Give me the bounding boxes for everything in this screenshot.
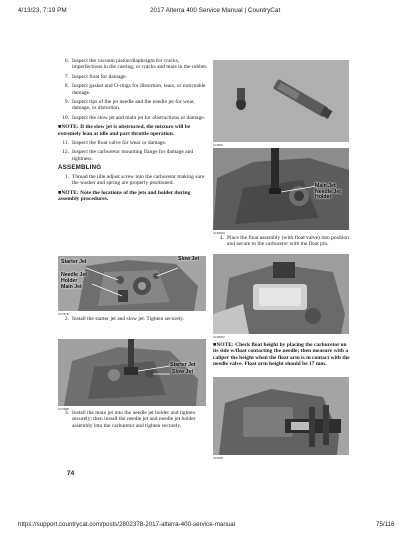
main-jet-holder-photo	[213, 148, 349, 230]
fig-code-sc0602a: SC0602A	[213, 231, 225, 235]
note-jet-locations: ■NOTE: Note the locations of the jets and holder during assembly procedures.	[58, 189, 191, 202]
footer-url[interactable]: https://support.countrycat.com/posts/2802378-2017-alterra-400-service-manual	[18, 521, 236, 528]
assembling-step-1: 1. Thread the idle adjust screw into the carburetor making sure the washer and spring are properly positioned.	[64, 173, 205, 187]
step-11: 11. Inspect the float valve for wear or damage.	[62, 140, 167, 147]
carburetor-jets-photo	[58, 256, 206, 311]
label-slow-jet-2: Slow Jet	[172, 369, 194, 375]
label-slow-jet: Slow Jet	[178, 256, 200, 262]
step-6: 6. Inspect the vacuum piston/diaphragm for cracks, imperfections in the casting, or cracks and tears in the rubber.	[64, 58, 208, 71]
note-float-height: ■NOTE: Check float height by placing the carburetor on its side w/float contacting the needle; then measure with a caliper the height when the float arm is in contact with the needle valve. Float arm height should be 17 mm.	[213, 342, 350, 368]
footer-page-count: 75/116	[376, 521, 395, 528]
label-main-jet: Main Jet	[61, 284, 82, 290]
float-height-photo	[213, 377, 349, 455]
left-step-2-wrap	[58, 316, 210, 325]
header-datetime: 4/13/23, 7:19 PM	[18, 7, 67, 14]
fig-code-sc0601: SC0601	[213, 143, 224, 147]
header-title: 2017 Alterra 400 Service Manual | CountryCat	[150, 7, 281, 14]
left-step-3-wrap	[58, 410, 210, 432]
step-2: 2. Install the starter jet and slow jet. Tighten securely.	[64, 316, 185, 322]
left-column-top	[58, 58, 210, 205]
step-12: 12. Inspect the carburetor mounting flange for damage and tightness.	[62, 149, 194, 162]
note-slow-jet: ■NOTE: If the slow jet is obstructed, the mixture will be extremely lean at idle and part throttle operation.	[58, 124, 191, 137]
step-3: 3. Install the main jet into the needle jet holder and tighten securely; then install the needle jet and needle jet holder assembly into the carburetor and tighten securely.	[64, 410, 196, 429]
fig-code-sc0603a: SC0603A	[213, 335, 225, 339]
fig-code-sc0605: SC0605	[213, 456, 224, 460]
label-needle-jet-holder: Needle Jet Holder	[61, 272, 87, 284]
step-4: 4. Place the float assembly (with float valve) into position and secure to the carburetor with the float pin.	[219, 235, 349, 248]
step-9: 9. Inspect tips of the jet needle and the needle jet for wear, damage, or distortion.	[64, 99, 195, 112]
step-7: 7. Inspect float for damage.	[64, 73, 127, 80]
assembling-heading: ASSEMBLING	[58, 164, 102, 172]
right-note-wrap	[213, 340, 353, 371]
starter-slow-jet-photo	[58, 339, 206, 406]
float-assembly-photo	[213, 254, 349, 334]
label-starter-jet: Starter Jet	[61, 259, 87, 265]
right-step-4-wrap	[213, 235, 353, 251]
jet-parts-photo	[213, 60, 349, 142]
step-10: 10. Inspect the slow jet and main jet for obstructions or damage.	[62, 114, 206, 121]
page-number: 74	[67, 470, 75, 477]
fig-code-cc768b: CC768B	[58, 407, 69, 411]
label-main-jet-holder: Main Jet Needle Jet Holder	[315, 183, 341, 201]
label-starter-jet-2: Starter Jet	[170, 362, 196, 368]
step-8: 8. Inspect gasket and O-rings for distortion, tears, or noticeable damage.	[64, 83, 206, 96]
fig-code-cc767b: CC767B	[58, 312, 69, 316]
